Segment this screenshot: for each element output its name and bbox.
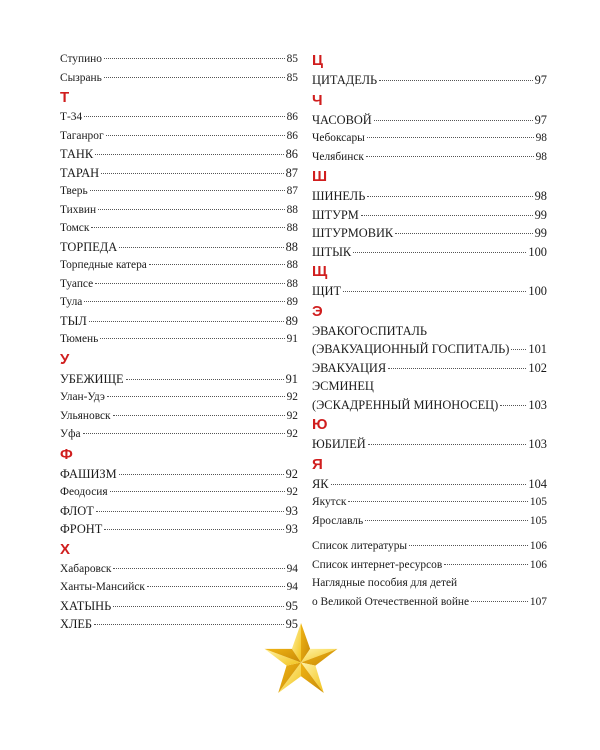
toc-entry: [60, 201, 298, 220]
page-number: 85: [286, 53, 298, 65]
dot-leader: [84, 301, 284, 302]
toc-entry: [312, 206, 547, 225]
section-spacer: [312, 530, 547, 537]
dot-leader: [395, 233, 532, 234]
dot-leader: [104, 529, 283, 530]
entry-label: ШИНЕЛЬ: [312, 189, 366, 203]
dot-leader: [107, 396, 285, 397]
entry-label: ШТЫК: [312, 244, 352, 259]
page-number: 99: [534, 226, 547, 240]
toc-entry: [60, 145, 298, 164]
dot-leader: [361, 215, 533, 216]
page-number: 88: [286, 222, 298, 234]
entry-label: ФРОНТ: [60, 522, 103, 536]
dot-leader: [106, 135, 285, 136]
page-number: 88: [285, 239, 298, 254]
page-number: 86: [286, 111, 298, 123]
entry-label: ФЛОТ: [60, 503, 94, 518]
entry-label: ЭВАКОГОСПИТАЛЬ: [312, 323, 428, 338]
page-number: 101: [528, 342, 547, 356]
toc-entry: [312, 574, 547, 593]
page-number: 92: [286, 486, 298, 498]
entry-label: Тверь: [60, 185, 88, 197]
dot-leader: [100, 338, 284, 339]
dot-leader: [96, 511, 284, 512]
dot-leader: [95, 154, 283, 155]
entry-label: (ЭСКАДРЕННЫЙ МИНОНОСЕЦ): [312, 397, 499, 412]
toc-entry: [312, 512, 547, 531]
toc-entry: [60, 69, 298, 88]
entry-label: Якутск: [312, 496, 347, 508]
toc-entry: [312, 129, 547, 148]
dot-leader: [388, 368, 526, 369]
dot-leader: [367, 196, 532, 197]
dot-leader: [89, 321, 284, 322]
page-number: 94: [286, 581, 298, 593]
entry-label: ШТУРМОВИК: [312, 226, 394, 240]
page-number: 98: [534, 189, 547, 203]
toc-entry: [312, 475, 547, 494]
toc-entry: [60, 164, 298, 183]
page-number: 94: [286, 562, 298, 575]
entry-label: Сызрань: [60, 71, 102, 84]
entry-label: ШТУРМ: [312, 207, 359, 222]
entry-label: Ярославль: [312, 514, 364, 527]
toc-entry: [60, 520, 298, 539]
toc-entry: [60, 219, 298, 238]
entry-label: Феодосия: [60, 486, 108, 498]
entry-label: ХАТЫНЬ: [60, 598, 112, 613]
toc-entry: [312, 282, 547, 301]
page-number: 97: [534, 73, 547, 87]
dot-leader: [368, 444, 527, 445]
toc-entry: [312, 377, 547, 396]
page-number: 89: [286, 296, 298, 308]
page-number: 105: [529, 496, 547, 508]
dot-leader: [90, 190, 285, 191]
toc-entry: [60, 465, 298, 484]
page-number: 106: [529, 540, 547, 552]
page-number: 103: [528, 437, 547, 451]
dot-leader: [471, 601, 528, 602]
entry-label: Список интернет-ресурсов: [312, 558, 443, 571]
page-number: 98: [535, 150, 547, 163]
dot-leader: [101, 173, 284, 174]
entry-label: Список литературы: [312, 540, 408, 552]
toc-entry: [312, 187, 547, 206]
entry-label: ТАРАН: [60, 165, 100, 180]
toc-entry: [60, 256, 298, 275]
page-number: 105: [529, 514, 547, 527]
toc-entry: [312, 396, 547, 415]
entry-label: ХЛЕБ: [60, 617, 93, 631]
entry-label: УБЕЖИЩЕ: [60, 371, 124, 386]
toc-column-left: [60, 50, 298, 634]
gold-star-icon: [263, 620, 339, 696]
dot-leader: [374, 120, 533, 121]
page-number: 104: [528, 476, 547, 491]
page-number: 89: [285, 313, 298, 328]
toc-entry: [60, 108, 298, 127]
toc-entry: [312, 243, 547, 262]
entry-label: Туапсе: [60, 277, 94, 290]
dot-leader: [367, 137, 534, 138]
toc-entry: [312, 71, 547, 90]
dot-leader: [353, 252, 526, 253]
entry-label: ЮБИЛЕЙ: [312, 437, 366, 451]
toc-entry: [60, 560, 298, 579]
dot-leader: [91, 227, 284, 228]
page-number: 95: [285, 617, 298, 631]
page-number: 86: [286, 129, 298, 142]
toc-entry: [312, 493, 547, 512]
dot-leader: [84, 116, 284, 117]
section-letter: У: [60, 350, 70, 368]
dot-leader: [366, 156, 534, 157]
page-number: 93: [285, 503, 298, 518]
dot-leader: [104, 77, 285, 78]
dot-leader: [113, 415, 285, 416]
toc-entry: [312, 593, 547, 612]
entry-label: Уфа: [60, 428, 81, 440]
page-number: 106: [529, 558, 547, 571]
entry-label: Наглядные пособия для детей: [312, 577, 458, 589]
page-number: 93: [285, 522, 298, 536]
entry-label: ЭВАКУАЦИЯ: [312, 360, 387, 375]
toc-entry: [60, 370, 298, 389]
entry-label: ТЫЛ: [60, 313, 87, 328]
dot-leader: [113, 606, 283, 607]
entry-label: Тула: [60, 296, 83, 308]
page-number: 107: [529, 595, 547, 608]
toc-entry: [60, 483, 298, 502]
page-number: 87: [286, 185, 298, 197]
page-number: 91: [286, 333, 298, 345]
page-number: 98: [535, 132, 547, 144]
entry-label: Ступино: [60, 53, 102, 65]
section-letter: Ц: [312, 52, 323, 69]
toc-entry: [60, 578, 298, 597]
dot-leader: [444, 564, 528, 565]
dot-leader: [149, 264, 285, 265]
page-number: 85: [286, 71, 298, 84]
section-letter: Ф: [60, 445, 73, 463]
entry-label: Чебоксары: [312, 132, 365, 144]
page-number: 88: [286, 203, 298, 216]
dot-leader: [365, 520, 528, 521]
page-number: 103: [528, 397, 547, 412]
toc-entry: [60, 502, 298, 521]
section-letter: Щ: [312, 263, 328, 280]
entry-label: Т-34: [60, 111, 83, 123]
section-letter: Т: [60, 89, 70, 106]
dot-leader: [331, 484, 527, 485]
page-number: 88: [286, 259, 298, 271]
dot-leader: [348, 501, 528, 502]
dot-leader: [119, 474, 284, 475]
page-number: 92: [286, 409, 298, 422]
dot-leader: [110, 491, 285, 492]
page-number: 87: [285, 165, 298, 180]
toc-entry: [312, 435, 547, 454]
entry-label: Хабаровск: [60, 562, 112, 575]
page-number: 97: [534, 112, 547, 127]
toc-entry: [312, 340, 547, 359]
entry-label: Ханты-Мансийск: [60, 581, 145, 593]
entry-label: ТОРПЕДА: [60, 239, 118, 254]
toc-entry: [312, 322, 547, 341]
page-number: 92: [285, 466, 298, 481]
entry-label: ТАНК: [60, 147, 94, 161]
page-number: 99: [534, 207, 547, 222]
entry-label: Челябинск: [312, 150, 364, 163]
dot-leader: [113, 568, 284, 569]
toc-entry: [60, 388, 298, 407]
toc-entry: [60, 293, 298, 312]
entry-label: Таганрог: [60, 129, 104, 142]
section-letter: Я: [312, 455, 323, 473]
page-number: 91: [285, 371, 298, 386]
toc-entry: [60, 127, 298, 146]
dot-leader: [83, 433, 285, 434]
toc-entry: [60, 182, 298, 201]
dot-leader: [409, 545, 528, 546]
entry-label: Ульяновск: [60, 409, 111, 422]
dot-leader: [500, 405, 526, 406]
entry-label: ФАШИЗМ: [60, 466, 117, 481]
section-letter: Х: [60, 540, 71, 558]
entry-label: ЩИТ: [312, 284, 342, 298]
section-letter: Ч: [312, 91, 323, 109]
entry-label: ЧАСОВОЙ: [312, 112, 372, 127]
entry-label: Тюмень: [60, 333, 99, 345]
toc-entry: [60, 425, 298, 444]
entry-label: Тихвин: [60, 203, 97, 216]
dot-leader: [98, 209, 285, 210]
page-number: 92: [286, 428, 298, 440]
toc-entry: [60, 238, 298, 257]
entry-label: о Великой Отечественной войне: [312, 595, 470, 608]
toc-column-right: [312, 50, 547, 611]
dot-leader: [119, 247, 283, 248]
dot-leader: [343, 291, 526, 292]
toc-entry: [60, 312, 298, 331]
dot-leader: [94, 624, 284, 625]
toc-entry: [312, 359, 547, 378]
page-number: 100: [528, 284, 547, 298]
toc-entry: [312, 148, 547, 167]
page-number: 95: [285, 598, 298, 613]
entry-label: ЯК: [312, 476, 329, 491]
toc-entry: [60, 407, 298, 426]
entry-label: (ЭВАКУАЦИОННЫЙ ГОСПИТАЛЬ): [312, 342, 510, 356]
dot-leader: [95, 283, 284, 284]
toc-entry: [60, 275, 298, 294]
dot-leader: [379, 80, 532, 81]
dot-leader: [104, 58, 285, 59]
page-number: 92: [286, 391, 298, 403]
toc-entry: [312, 224, 547, 243]
page-number: 86: [285, 147, 298, 161]
dot-leader: [511, 349, 526, 350]
page-number: 88: [286, 277, 298, 290]
dot-leader: [126, 379, 284, 380]
section-letter: Ю: [312, 416, 328, 433]
page-number: 102: [528, 360, 547, 375]
entry-label: ЭСМИНЕЦ: [312, 379, 374, 393]
entry-label: Улан-Удэ: [60, 391, 105, 403]
toc-entry: [60, 50, 298, 69]
dot-leader: [147, 586, 285, 587]
toc-entry: [312, 556, 547, 575]
toc-entry: [312, 537, 547, 556]
entry-label: Томск: [60, 222, 90, 234]
section-letter: Э: [312, 302, 323, 320]
toc-entry: [60, 597, 298, 616]
section-letter: Ш: [312, 168, 328, 185]
entry-label: Торпедные катера: [60, 259, 147, 271]
entry-label: ЦИТАДЕЛЬ: [312, 73, 378, 87]
toc-entry: [60, 330, 298, 349]
toc-entry: [312, 111, 547, 130]
page-number: 100: [528, 244, 547, 259]
